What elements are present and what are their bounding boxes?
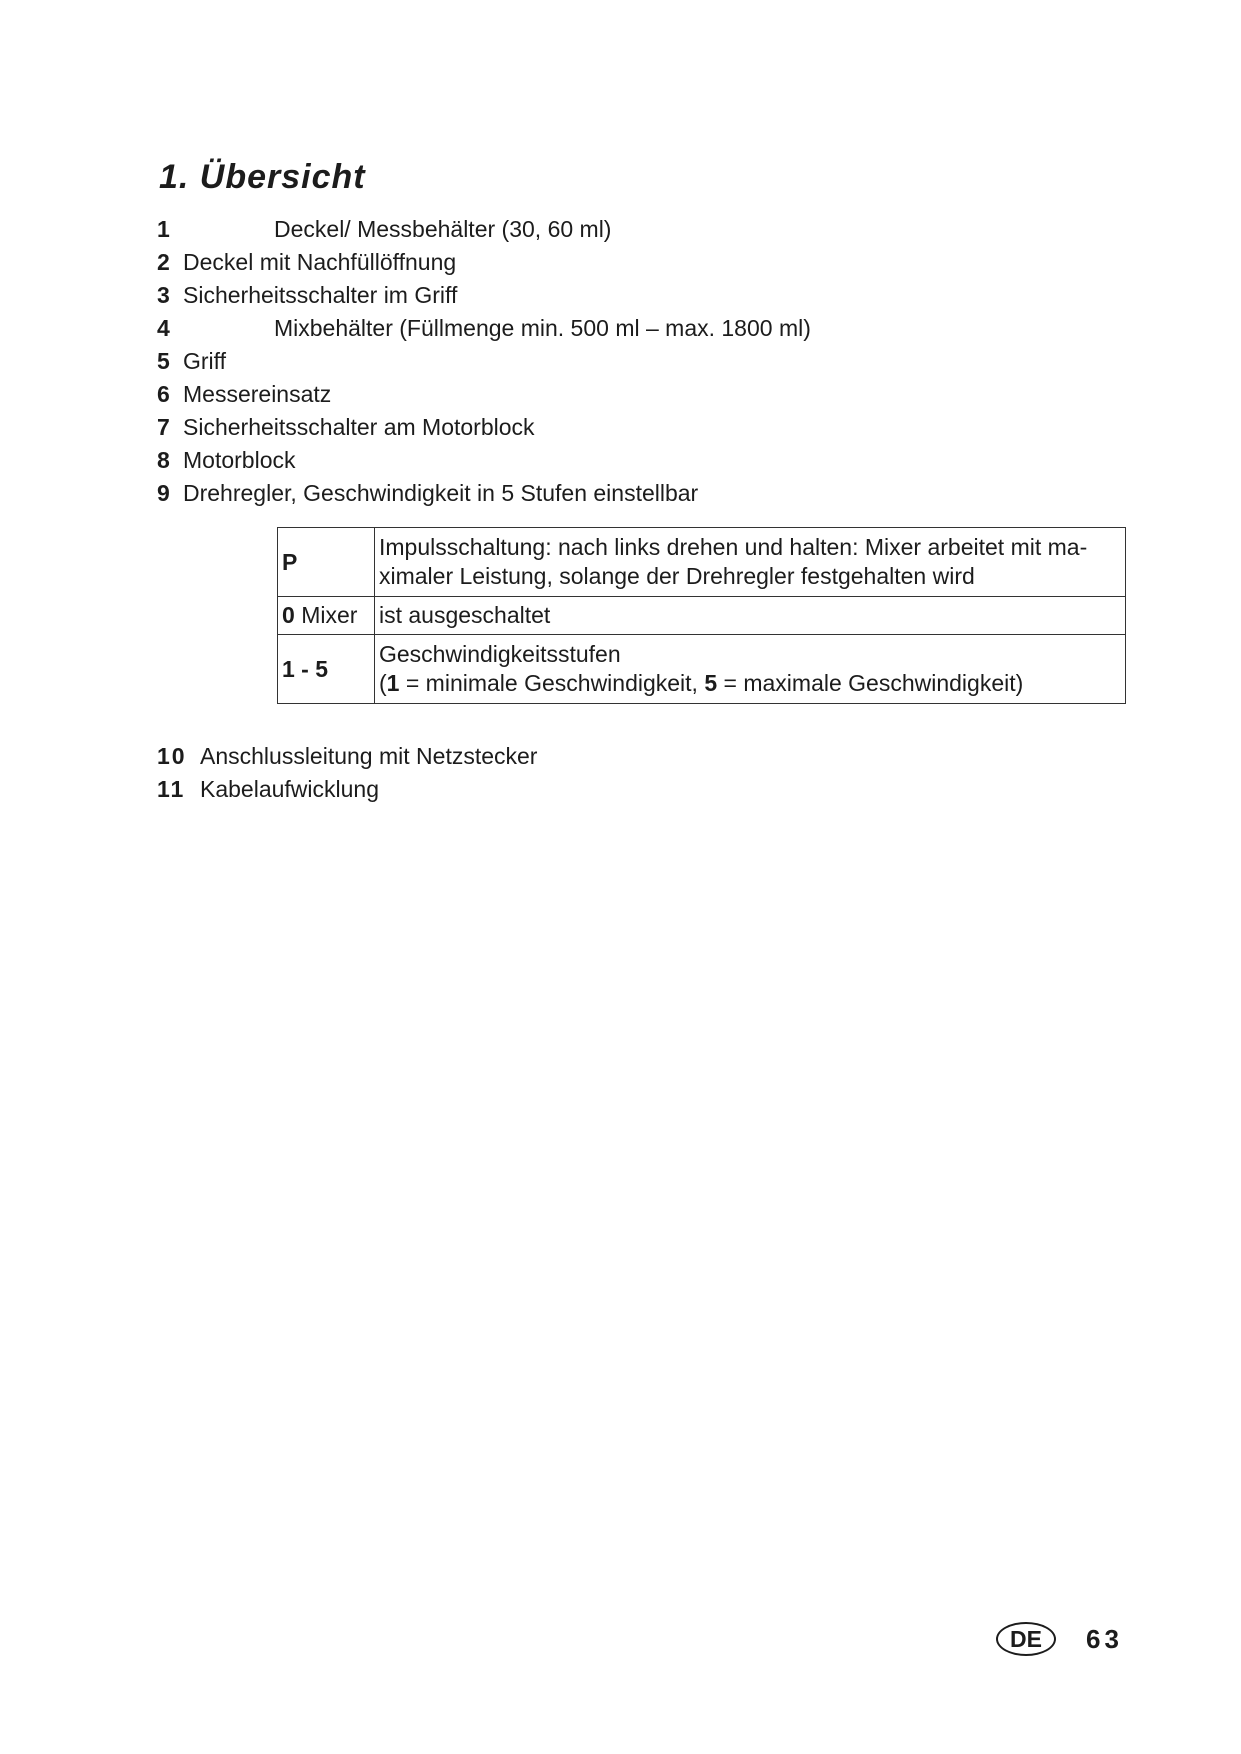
item-number: 2	[157, 249, 170, 275]
list-item	[157, 279, 1157, 312]
item-text: Drehregler, Geschwindigkeit in 5 Stufen einstellbar	[183, 480, 699, 506]
item-number: 4	[157, 315, 170, 341]
min-speed-text: = minimale Geschwindigkeit,	[399, 670, 705, 696]
item-number: 11	[157, 776, 186, 802]
parts-list-continued	[157, 740, 1157, 806]
page-footer	[996, 1622, 1123, 1656]
item-number: 7	[157, 414, 170, 440]
list-item	[157, 345, 1157, 378]
list-item	[157, 444, 1157, 477]
item-number: 1	[157, 216, 170, 242]
item-text: Deckel mit Nachfüllöffnung	[183, 249, 457, 275]
max-speed-number: 5	[704, 670, 718, 696]
item-number: 9	[157, 480, 170, 506]
speed-settings-table	[277, 527, 1126, 704]
max-speed-text: = maximale Geschwindigkeit)	[717, 670, 1024, 696]
list-item	[157, 773, 1157, 806]
setting-key	[278, 597, 375, 635]
setting-key-suffix: Mixer	[301, 602, 358, 628]
item-text: Motorblock	[183, 447, 296, 473]
item-text: Sicherheitsschalter im Griff	[183, 282, 458, 308]
item-number: 6	[157, 381, 170, 407]
table-row	[278, 528, 1126, 597]
page-number: 63	[1086, 1623, 1123, 1654]
item-text: Griff	[183, 348, 227, 374]
parts-list	[157, 213, 1157, 510]
setting-key: 1 - 5	[278, 635, 375, 704]
description-line: ximaler Leistung, solange der Drehregler festgehalten wird	[379, 563, 975, 589]
item-number: 3	[157, 282, 170, 308]
list-item	[157, 411, 1157, 444]
setting-description	[375, 528, 1126, 597]
item-text: Anschlussleitung mit Netzstecker	[200, 743, 538, 769]
description-line	[379, 669, 1121, 698]
list-item	[157, 740, 1157, 773]
open-paren: (	[379, 670, 387, 696]
list-item	[157, 477, 1157, 510]
item-text: Kabelaufwicklung	[200, 776, 380, 802]
table-row	[278, 635, 1126, 704]
description-line: Geschwindigkeitsstufen	[379, 641, 621, 667]
language-badge: DE	[996, 1622, 1056, 1656]
item-number: 10	[157, 743, 187, 769]
page-title: 1. Übersicht	[159, 158, 366, 196]
setting-key: P	[278, 528, 375, 597]
list-item	[157, 312, 1157, 345]
list-item	[157, 213, 1157, 246]
min-speed-number: 1	[386, 670, 400, 696]
item-text: Deckel/ Messbehälter (30, 60 ml)	[274, 216, 612, 242]
item-text: Messereinsatz	[183, 381, 332, 407]
setting-description: ist ausgeschaltet	[375, 597, 1126, 635]
setting-key-value: 0	[282, 602, 295, 628]
list-item	[157, 246, 1157, 279]
item-number: 8	[157, 447, 170, 473]
table-row	[278, 597, 1126, 635]
description-line: Impulsschaltung: nach links drehen und halten: Mixer arbeitet mit ma-	[379, 534, 1088, 560]
setting-description	[375, 635, 1126, 704]
item-text: Sicherheitsschalter am Motorblock	[183, 414, 535, 440]
list-item	[157, 378, 1157, 411]
item-number: 5	[157, 348, 170, 374]
item-text: Mixbehälter (Füllmenge min. 500 ml – max. 1800 ml)	[274, 315, 811, 341]
